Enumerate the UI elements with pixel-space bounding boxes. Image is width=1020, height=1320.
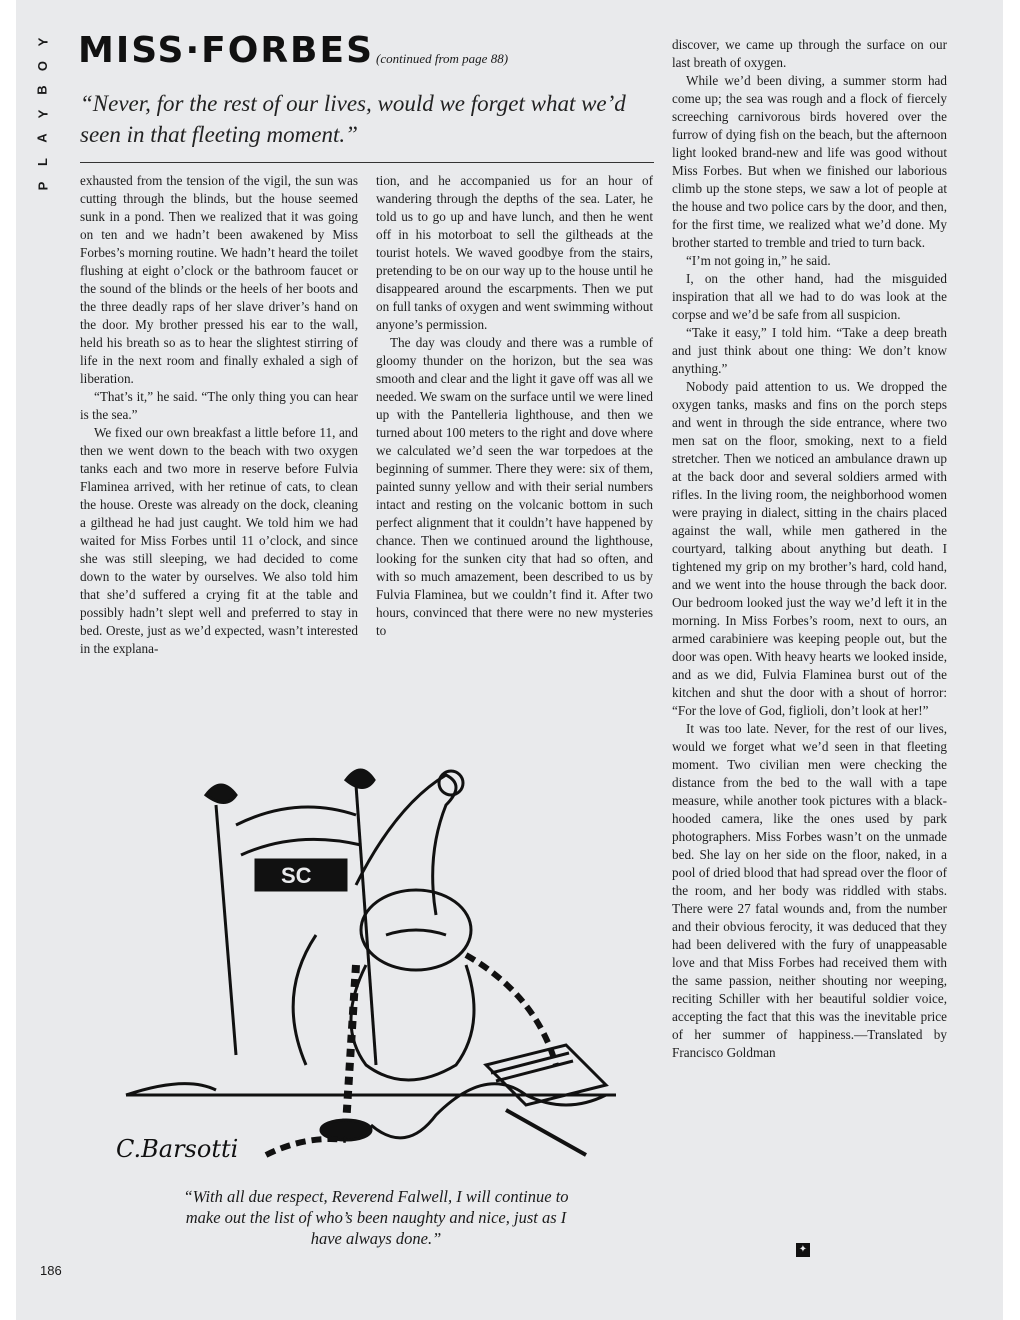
paragraph: discover, we came up through the surface on our last breath of oxygen. — [672, 37, 947, 70]
pull-quote: “Never, for the rest of our lives, would we forget what we’d seen in that fleeting moment.” — [80, 91, 626, 147]
paragraph: It was too late. Never, for the rest of our lives, would we forget what we’d seen in that fleeting moment. Two civilian men were checking the distance from the bed to the wall with a tape measure, while another took pictures with a black-hooded camera, like the ones used by park photographers. Miss Forbes wasn’t on the unmade bed. She lay on her side on the floor, naked, in a pool of dried blood that had spread over the floor of the room, and her body was riddled with stabs. There were 27 fatal wounds and, from the number and their obvious ferocity, it was deduced that they had been delivered with the fury of unappeasable love and that Miss Forbes had received them with the same passion, neither shouting nor weeping, reciting Schiller with her beautiful soldier voice, accepting the fact that this was the inevitable price of her summer of happiness.—Translated by Francisco Goldman — [672, 721, 947, 1060]
sidebar-letter: Y — [34, 109, 50, 119]
paragraph: We fixed our own breakfast a little before 11, and then we went down to the beach with two oxygen tanks each and two more in reserve before Fulvia Flaminea arrived, with her retinue of cats, to clean the house. Oreste was already on the dock, cleaning a gilthead he had just caught. We told him we had waited for Miss Forbes until 11 o’clock, and since she was still sleeping, we had decided to come down to the water by ourselves. We also told him that she’d suffered a crying fit at the table and possibly hadn’t slept well and preferred to stay in bed. Oreste, just as we’d expected, wasn’t interested in the explana- — [80, 425, 358, 656]
magazine-page — [16, 0, 1003, 1320]
sidebar-letter: O — [35, 60, 50, 72]
santa-cartoon-illustration — [106, 765, 626, 1175]
paragraph: While we’d been diving, a summer storm had come up; the sea was rough and a flock of fiercely screeching carnivorous birds hovered over the furrow of dying fish on the beach, but the afternoon light looked brand-new and life was good without Miss Forbes. But when we finished our laborious climb up the stone steps, we saw a lot of people at the house and two police cars by the door, and then, for the first time, we realized what we’d done. My brother started to tremble and tried to turn back. — [672, 73, 947, 250]
sidebar-letter: L — [34, 158, 50, 166]
text-column-3 — [672, 36, 947, 1062]
text-column-2 — [376, 172, 653, 640]
bunny-logo-icon: ✦ — [796, 1243, 810, 1257]
text-column-1 — [80, 172, 358, 658]
paragraph: The day was cloudy and there was a rumble of gloomy thunder on the horizon, but the sea was smooth and clear and the light it gave off was all we needed. We swam on the surface until we were lined up with the Pantelleria lighthouse, and then we turned about 100 meters to the right and dove where we calculated we’d seen the war torpedoes at the beginning of summer. There they were: six of them, painted sunny yellow and with their serial numbers intact and resting on the volcanic bottom in such perfect alignment that it couldn’t have happened by chance. Then we continued around the lighthouse, looking for the sunken city that had so often, and with so much amazement, been described to us by Fulvia Flaminea, but we couldn’t find it. After two hours, convinced that there were no new mysteries to — [376, 335, 653, 638]
cartoon-caption: “With all due respect, Reverend Falwell, I will continue to make out the list of who’s been naughty and nice, just as I have always done.” — [183, 1187, 569, 1248]
continued-note: (continued from page 88) — [376, 51, 509, 66]
divider — [80, 162, 654, 163]
paragraph: “That’s it,” he said. “The only thing you can hear is the sea.” — [80, 389, 358, 422]
paragraph: tion, and he accompanied us for an hour of wandering through the depths of the sea. Later, he told us to go up and have lunch, and then he went off in his motorboat to sell the giltheads at the tourist hotels. We waved goodbye from the stairs, pretending to be on our way up to the house until he disappeared around the escarpments. Then we put on full tanks of oxygen and went swimming without anyone’s permission. — [376, 173, 653, 332]
sidebar-letter: Y — [34, 37, 50, 47]
svg-text:SC: SC — [281, 863, 312, 888]
article-title: MISS·FORBES — [78, 30, 375, 71]
paragraph: exhausted from the tension of the vigil, the sun was cutting through the blinds, but the house seemed sunk in a pond. Then we realized that it was going on ten and we hadn’t been awakened by Miss Forbes’s morning routine. We hadn’t heard the toilet flushing at eight o’clock or the bathroom faucet or the sound of the blinds or the heels of her boots and the three deadly raps of her slave driver’s hand on the door. My brother pressed his ear to the wall, held his breath so as to hear the slightest stirring of life in the next room and finally exhaled a sigh of liberation. — [80, 173, 358, 386]
paragraph: “Take it easy,” I told him. “Take a deep breath and just think about one thing: We don’t know anything.” — [672, 325, 947, 376]
paragraph: “I’m not going in,” he said. — [686, 253, 831, 268]
paragraph: I, on the other hand, had the misguided inspiration that all we had to do was look at the corpse and we’d be safe from all suspicion. — [672, 271, 947, 322]
artist-signature: C.Barsotti — [116, 1135, 239, 1163]
paragraph: Nobody paid attention to us. We dropped the oxygen tanks, masks and fins on the porch steps and went in through the side entrance, where two men sat on the floor, smoking, next to a field stretcher. Then we noticed an ambulance drawn up at the back door and several soldiers armed with rifles. In the living room, the neighborhood women were praying in dialect, sitting in the chairs placed against the wall, while men gathered in the courtyard, talking about anything but death. I tightened my grip on my brother’s hard, cold hand, and we went into the house through the back door. Our bedroom looked just the way we’d left it in the morning. In Miss Forbes’s room, next to ours, an armed carabiniere was keeping people out, but the door was open. With heavy hearts we looked inside, and as we did, Fulvia Flaminea burst out of the kitchen and shut the door with a shout of horror: “For the love of God, figlioli, don’t look at her!” — [672, 379, 947, 718]
sidebar-letter: A — [34, 133, 50, 143]
page-number: 186 — [40, 1263, 62, 1278]
magazine-name-vertical — [36, 30, 50, 198]
sidebar-letter: B — [34, 85, 50, 95]
sidebar-letter: P — [34, 181, 50, 191]
